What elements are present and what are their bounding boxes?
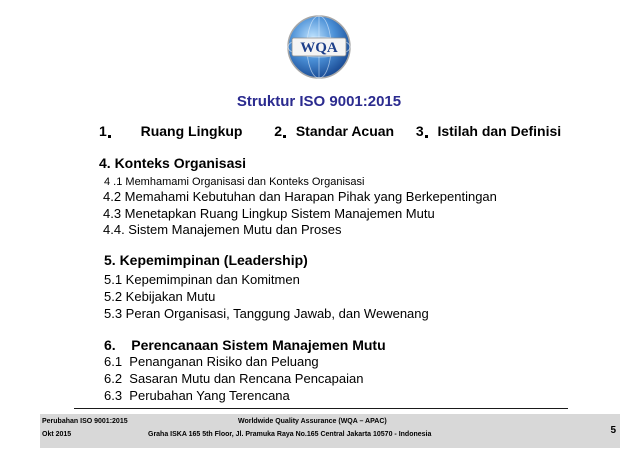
clause-1-title: Ruang Lingkup — [140, 123, 243, 139]
footer — [40, 414, 620, 448]
section-4-item: 4 .1 Memhamami Organisasi dan Konteks Organisasi — [104, 176, 365, 188]
wqa-logo — [286, 14, 352, 80]
clause-3-number: 3 — [415, 123, 424, 139]
section-4-item: 4.3 Menetapkan Ruang Lingkup Sistem Manajemen Mutu — [103, 206, 435, 221]
footer-address: Graha ISKA 165 5th Floor, Jl. Pramuka Raya No.165 Central Jakarta 10570 - Indonesia — [148, 431, 432, 438]
clause-1-number: 1 — [99, 123, 107, 139]
section-6-item: 6.3 Perubahan Yang Terencana — [104, 388, 290, 403]
section-5-item: 5.1 Kepemimpinan dan Komitmen — [104, 272, 300, 287]
section-5-item: 5.3 Peran Organisasi, Tanggung Jawab, dan Wewenang — [104, 306, 429, 321]
section-4-item: 4.2 Memahami Kebutuhan dan Harapan Pihak yang Berkepentingan — [103, 189, 497, 204]
page-title: Struktur ISO 9001:2015 — [236, 93, 402, 110]
section-6-item: 6.1 Penanganan Risiko dan Peluang — [104, 354, 319, 369]
page-number: 5 — [610, 425, 616, 436]
clause-2-number: 2 — [274, 123, 283, 139]
clause-3-title: Istilah dan Definisi — [437, 123, 562, 139]
clause-2-title: Standar Acuan — [295, 123, 395, 139]
section-5-item: 5.2 Kebijakan Mutu — [104, 289, 216, 304]
section-4-item: 4.4. Sistem Manajemen Mutu dan Proses — [103, 222, 342, 237]
section-6-heading: 6. Perencanaan Sistem Manajemen Mutu — [104, 337, 386, 353]
divider — [74, 408, 568, 409]
logo-text: WQA — [300, 40, 338, 56]
footer-doc-title: Perubahan ISO 9001:2015 — [42, 418, 128, 425]
footer-date: Okt 2015 — [42, 431, 72, 438]
clauses-row — [99, 123, 561, 139]
section-6-item: 6.2 Sasaran Mutu dan Rencana Pencapaian — [104, 371, 364, 386]
section-4-heading: 4. Konteks Organisasi — [99, 155, 247, 171]
section-5-heading: 5. Kepemimpinan (Leadership) — [104, 252, 308, 268]
footer-org-name: Worldwide Quality Assurance (WQA – APAC) — [238, 418, 387, 425]
